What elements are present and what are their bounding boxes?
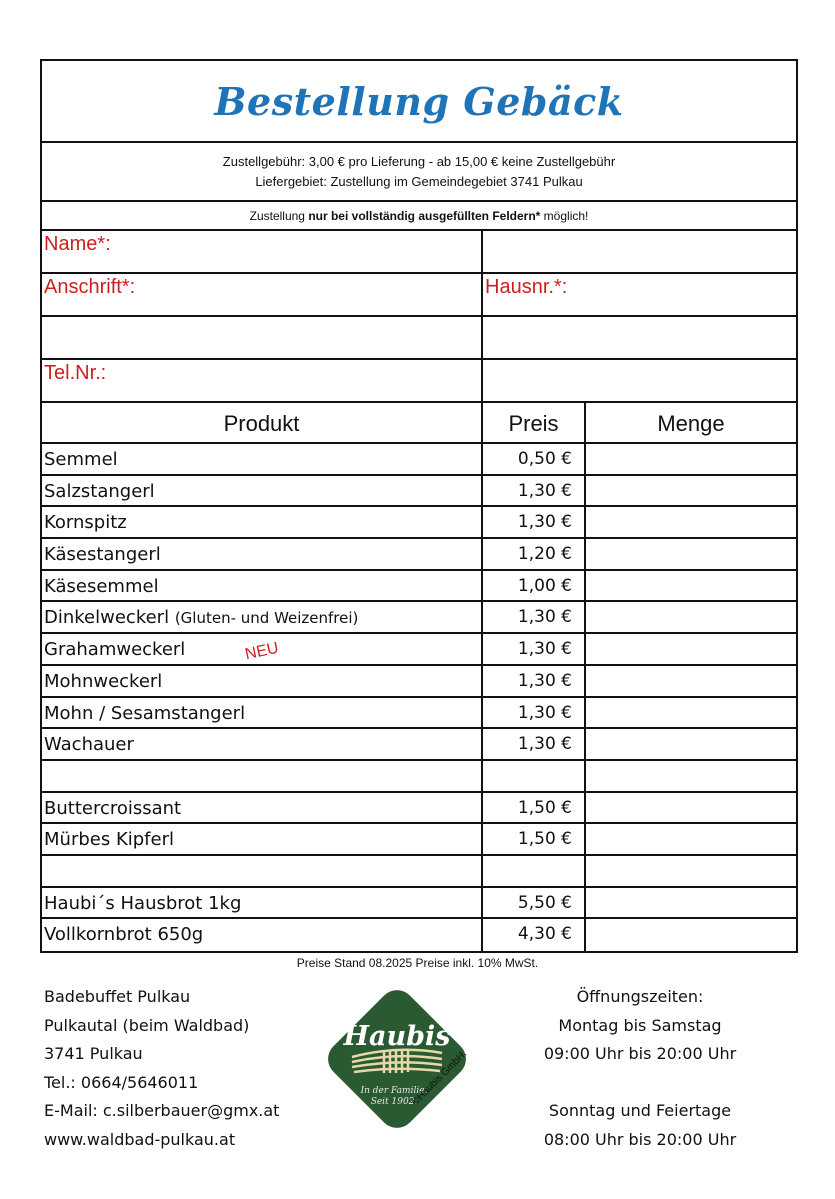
product-name xyxy=(42,761,483,791)
spacer-row xyxy=(42,856,796,888)
phone-field[interactable] xyxy=(42,360,483,401)
product-name xyxy=(42,824,483,854)
notice-suffix: möglich! xyxy=(540,208,589,223)
product-name-text: Haubi´s Hausbrot 1kg xyxy=(44,892,242,914)
quantity-field[interactable] xyxy=(586,444,796,474)
product-name xyxy=(42,476,483,506)
product-price: 1,30 € xyxy=(483,666,586,696)
new-badge: NEU xyxy=(243,639,281,664)
header-quantity xyxy=(586,403,796,442)
product-row xyxy=(42,634,796,666)
product-row xyxy=(42,507,796,539)
product-price: 1,30 € xyxy=(483,602,586,632)
product-row xyxy=(42,602,796,634)
logo-tagline-2: Seit 1902. xyxy=(370,1097,418,1107)
table-header xyxy=(42,403,796,444)
product-name-text: Kornspitz xyxy=(44,512,127,534)
product-price: 1,20 € xyxy=(483,539,586,569)
product-row xyxy=(42,571,796,603)
product-name xyxy=(42,444,483,474)
house-number-field[interactable] xyxy=(483,274,796,315)
address-row-2 xyxy=(42,317,796,360)
product-name-text: Wachauer xyxy=(44,734,134,756)
quantity-field[interactable] xyxy=(586,571,796,601)
product-name-text: Buttercroissant xyxy=(44,797,182,819)
product-row xyxy=(42,793,796,825)
contact-block xyxy=(44,983,279,1154)
name-label: Name*: xyxy=(44,233,111,255)
quantity-field[interactable] xyxy=(586,888,796,918)
product-name-text: Mohnweckerl xyxy=(44,670,163,692)
name-field-extra[interactable] xyxy=(483,231,796,272)
hours-weekday-label: Montag bis Samstag xyxy=(558,1015,722,1035)
name-field[interactable] xyxy=(42,231,483,272)
product-price: 1,30 € xyxy=(483,729,586,759)
product-price xyxy=(483,856,586,886)
quantity-field[interactable] xyxy=(586,793,796,823)
product-name xyxy=(42,698,483,728)
header-price-label: Preis xyxy=(508,411,559,436)
product-row xyxy=(42,476,796,508)
notice-prefix: Zustellung xyxy=(249,208,309,223)
house-number-label: Hausnr.*: xyxy=(485,276,568,298)
product-name-text: Salzstangerl xyxy=(44,480,155,502)
product-row xyxy=(42,919,796,951)
quantity-field[interactable] xyxy=(586,919,796,951)
address-label: Anschrift*: xyxy=(44,276,136,298)
contact-city: 3741 Pulkau xyxy=(44,1044,143,1063)
quantity-field[interactable] xyxy=(586,507,796,537)
product-row xyxy=(42,729,796,761)
spacer-row xyxy=(42,761,796,793)
quantity-field[interactable] xyxy=(586,602,796,632)
price-note: Preise Stand 08.2025 Preise inkl. 10% MwSt. xyxy=(296,956,539,970)
notice-bold: nur bei vollständig ausgefüllten Feldern* xyxy=(308,208,541,223)
product-price: 1,30 € xyxy=(483,476,586,506)
product-name-text: Semmel xyxy=(44,449,118,470)
product-price: 1,30 € xyxy=(483,507,586,537)
name-row xyxy=(42,231,796,274)
header-product-label: Produkt xyxy=(223,411,300,436)
contact-email[interactable]: E-Mail: c.silberbauer@gmx.at xyxy=(44,1101,280,1120)
product-row xyxy=(42,444,796,476)
product-name xyxy=(42,919,483,951)
quantity-field xyxy=(586,856,796,886)
product-name xyxy=(42,793,483,823)
header-product xyxy=(42,403,483,442)
product-name xyxy=(42,507,483,537)
product-price: 4,30 € xyxy=(483,919,586,951)
product-name-text: Mohn / Sesamstangerl xyxy=(44,702,246,724)
product-name xyxy=(42,571,483,601)
product-name xyxy=(42,729,483,759)
hours-spacer xyxy=(520,1069,760,1098)
logo-copyright: ©Haubis GmbH. xyxy=(410,1048,470,1108)
product-price: 1,00 € xyxy=(483,571,586,601)
product-name xyxy=(42,856,483,886)
contact-business: Badebuffet Pulkau xyxy=(44,987,191,1006)
product-row xyxy=(42,824,796,856)
quantity-field[interactable] xyxy=(586,539,796,569)
contact-street: Pulkautal (beim Waldbad) xyxy=(44,1015,250,1035)
product-price: 1,30 € xyxy=(483,698,586,728)
product-name-text: Dinkelweckerl xyxy=(44,607,170,629)
contact-phone: Tel.: 0664/5646011 xyxy=(44,1072,199,1092)
phone-label: Tel.Nr.: xyxy=(44,362,107,384)
quantity-field[interactable] xyxy=(586,666,796,696)
delivery-area-text: Liefergebiet: Zustellung im Gemeindegebiet 3741 Pulkau xyxy=(255,173,583,189)
product-name xyxy=(42,602,483,632)
product-name-text: Grahamweckerl xyxy=(44,639,186,661)
delivery-info xyxy=(42,143,796,202)
hours-weekend-time: 08:00 Uhr bis 20:00 Uhr xyxy=(543,1129,737,1149)
logo-brand: Haubis xyxy=(343,1021,451,1052)
product-row xyxy=(42,539,796,571)
address-field-line2[interactable] xyxy=(42,317,483,358)
quantity-field[interactable] xyxy=(586,698,796,728)
quantity-field[interactable] xyxy=(586,824,796,854)
product-name-text: Käsestangerl xyxy=(44,544,161,566)
product-name xyxy=(42,634,483,664)
opening-hours xyxy=(520,983,760,1154)
hours-weekend-label: Sonntag und Feiertage xyxy=(548,1101,732,1120)
product-name-text: Vollkornbrot 650g xyxy=(44,924,204,946)
contact-website[interactable]: www.waldbad-pulkau.at xyxy=(44,1129,236,1149)
title-row xyxy=(42,61,796,143)
phone-field-extra[interactable] xyxy=(483,360,796,401)
product-price: 1,30 € xyxy=(483,634,586,664)
order-form xyxy=(40,59,798,953)
quantity-field[interactable] xyxy=(586,476,796,506)
product-row xyxy=(42,698,796,730)
product-price xyxy=(483,761,586,791)
page-title: Bestellung Gebäck xyxy=(214,78,624,124)
hours-weekday-time: 09:00 Uhr bis 20:00 Uhr xyxy=(543,1044,737,1063)
required-notice xyxy=(42,202,796,231)
phone-row xyxy=(42,360,796,403)
address-row xyxy=(42,274,796,317)
product-name-text: Käsesemmel xyxy=(44,575,159,597)
product-note: (Gluten- und Weizenfrei) xyxy=(174,609,359,628)
product-price: 5,50 € xyxy=(483,888,586,918)
delivery-fee-text: Zustellgebühr: 3,00 € pro Lieferung - ab 15,00 € keine Zustellgebühr xyxy=(222,153,616,169)
hours-heading: Öffnungszeiten: xyxy=(576,987,704,1006)
header-quantity-label: Menge xyxy=(657,411,725,436)
product-name xyxy=(42,888,483,918)
product-price: 1,50 € xyxy=(483,793,586,823)
product-name xyxy=(42,666,483,696)
house-number-field-line2[interactable] xyxy=(483,317,796,358)
product-name-text: Mürbes Kipferl xyxy=(44,829,174,851)
product-row xyxy=(42,666,796,698)
quantity-field[interactable] xyxy=(586,634,796,664)
logo-tagline-1: In der Familie. xyxy=(360,1086,428,1096)
product-price: 0,50 € xyxy=(483,444,586,474)
product-name xyxy=(42,539,483,569)
address-field[interactable] xyxy=(42,274,483,315)
quantity-field[interactable] xyxy=(586,729,796,759)
header-price xyxy=(483,403,586,442)
product-row xyxy=(42,888,796,920)
quantity-field xyxy=(586,761,796,791)
product-price: 1,50 € xyxy=(483,824,586,854)
